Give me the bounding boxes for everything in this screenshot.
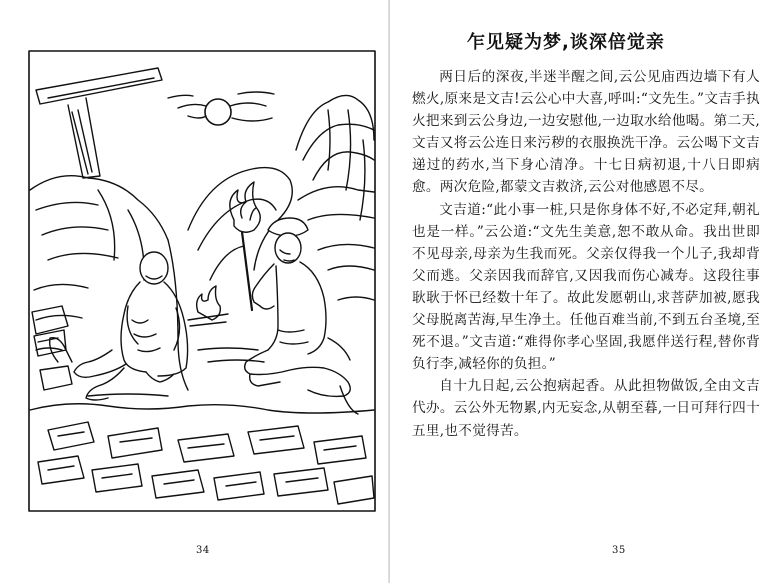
torch-flame (230, 182, 260, 310)
temple-beam (36, 68, 162, 178)
page-number-right: 35 (612, 545, 626, 556)
ground-fire (188, 286, 228, 326)
illustration-ink-drawing (28, 50, 376, 512)
paragraph: 文吉道:“此小事一桩,只是你身体不好,不必定拜,朝礼也是一样。”云公道:“文先生美意,恕不敢从命。我出世即不见母亲,母亲为生我而死。父亲仅得我一个儿子,我却背父而逃。父亲因我而辞官,又因我而伤心减寿。这段往事耿耿于怀已经数十年了。故此发愿朝山,求菩萨加被,愿我父母脱离苦海,早生净土。任他百难当前,不到五台圣境,至死不退。”文吉道:“难得你孝心坚固,我愿伴送行程,替你背负行李,减轻你的负担。” (412, 201, 760, 373)
chapter-body (412, 66, 760, 442)
foreground-rubble (30, 404, 374, 504)
right-cliff (296, 95, 374, 300)
paragraph: 两日后的深夜,半迷半醒之间,云公见庙西边墙下有人燃火,原来是文吉!云公心中大喜,呼叫:“文先生。”文吉手执火把来到云公身边,一边安慰他,一边取水给他喝。第二天,文吉又将云公连日来污秽的衣服换洗干净。云公喝下文吉递过的药水,当下身心清净。十七日病初退,十八日即病愈。两次危险,都蒙文吉救济,云公对他感恩不尽。 (412, 69, 760, 196)
man-figure (245, 218, 358, 414)
chapter-title: 乍见疑为梦,谈深倍觉亲 (467, 32, 665, 53)
page-number-left: 34 (196, 545, 210, 556)
paragraph: 自十九日起,云公抱病起香。从此担物做饭,全由文吉代办。云公外无物累,内无妄念,从朝至暮,一日可拜行四十五里,也不觉得苦。 (412, 378, 760, 439)
moon (168, 92, 274, 125)
